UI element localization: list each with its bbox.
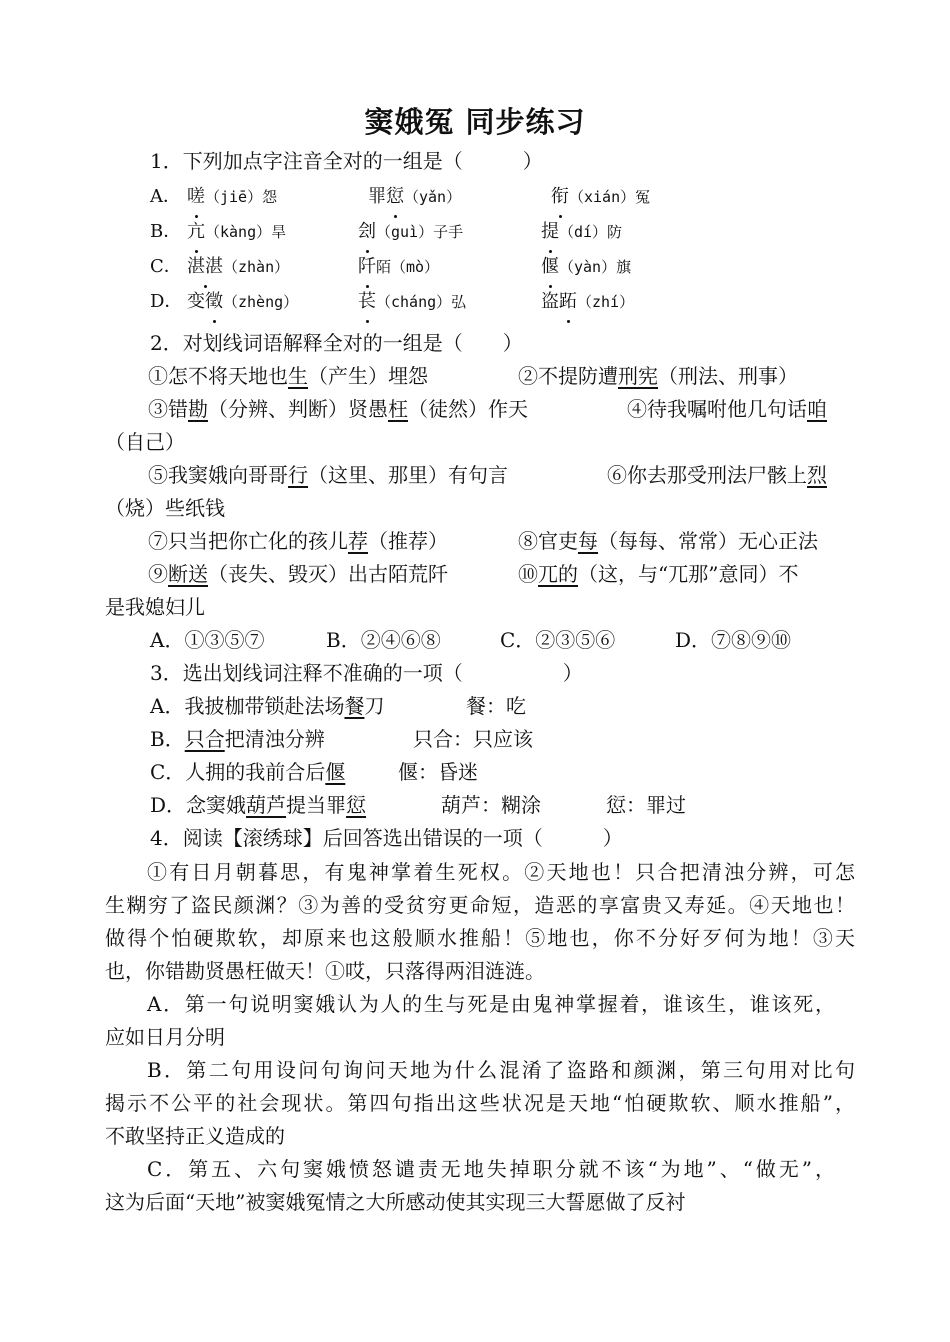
q4-stem: 4．阅读【滚绣球】后回答选出错误的一项（ ） <box>150 826 623 850</box>
q1-option-a-item2: 罪愆（yǎn） <box>368 183 461 211</box>
q2-line-6a: ⑦只当把你亡化的孩儿荐（推荐） <box>148 529 448 553</box>
q1-option-c-item3: 偃（yàn）旗 <box>541 253 631 281</box>
q1-option-label: B． <box>150 221 182 242</box>
q3-option-c-note: 偃：昏迷 <box>398 760 478 784</box>
q3-option-a-note: 餐：吃 <box>466 694 526 718</box>
q2-line-2a: ③错勘（分辨、判断）贤愚枉（徒然）作天 <box>148 397 528 421</box>
q1-option-label: A． <box>150 186 181 207</box>
q4-passage-line: 生糊穷了盗民颜渊？③为善的受贫穷更命短，造恶的享富贵又寿延。④天地也！ <box>105 893 855 917</box>
q1-stem: 1．下列加点字注音全对的一组是（ ） <box>150 149 543 173</box>
q3-option-d-note1: 葫芦：糊涂 <box>441 793 541 817</box>
q2-line-8: 是我媳妇儿 <box>105 595 205 619</box>
q2-line-1a: ①怎不将天地也生（产生）埋怨 <box>148 364 428 388</box>
q1-option-label: C． <box>150 256 182 277</box>
q3-option-a: A．我披枷带锁赴法场餐刀 <box>150 694 385 718</box>
q1-option-b-item1: 亢（kàng）旱 <box>187 218 286 246</box>
q4-passage-line: ①有日月朝暮思，有鬼神掌着生死权。②天地也！只合把清浊分辨，可怎 <box>147 860 855 884</box>
q2-line-2b: ④待我嘱咐他几句话咱 <box>627 397 827 421</box>
q4-option-a-line1: A．第一句说明窦娥认为人的生与死是由鬼神掌握着，谁该生，谁该死， <box>147 992 835 1016</box>
q2-option-c: C．②③⑤⑥ <box>500 628 616 652</box>
q4-passage-line: 也，你错勘贤愚枉做天！①哎，只落得两泪涟涟。 <box>105 959 545 983</box>
q2-line-4a: ⑤我窦娥向哥哥行（这里、那里）有句言 <box>148 463 508 487</box>
q2-line-6b: ⑧官吏每（每每、常常）无心正法 <box>518 529 818 553</box>
page-title: 窦娥冤 同步练习 <box>364 105 586 139</box>
q4-option-a-line2: 应如日月分明 <box>105 1025 225 1049</box>
q1-option-d-item2: 苌（cháng）弘 <box>358 288 466 316</box>
q1-option-a-item3: 衔（xián）冤 <box>551 183 650 211</box>
q4-option-b-line3: 不敢坚持正义造成的 <box>105 1124 285 1148</box>
q2-option-a: A．①③⑤⑦ <box>150 628 265 652</box>
q2-stem: 2．对划线词语解释全对的一组是（ ） <box>150 331 523 355</box>
q1-option-b-item2: 刽（guì）子手 <box>358 218 463 246</box>
q2-option-b: B．②④⑥⑧ <box>326 628 441 652</box>
q2-line-7b: ⑩兀的（这，与“兀那”意同）不 <box>518 562 799 586</box>
q1-option-c-item2: 阡陌（mò） <box>358 253 439 281</box>
q1-option-d-item3: 盗跖（zhí） <box>541 288 634 316</box>
q4-option-c-line1: C．第五、六句窦娥愤怒谴责无地失掉职分就不该“为地”、“做无”， <box>147 1157 835 1181</box>
q2-line-1b: ②不提防遭刑宪（刑法、刑事） <box>518 364 798 388</box>
q2-line-4b: ⑥你去那受刑法尸骸上烈 <box>607 463 827 487</box>
q2-line-3: （自己） <box>105 430 185 454</box>
q2-line-7a: ⑨断送（丧失、毁灭）出古陌荒阡 <box>148 562 448 586</box>
q4-passage-line: 做得个怕硬欺软，却原来也这般顺水推船！⑤地也，你不分好歹何为地！③天 <box>105 926 855 950</box>
q3-option-b-note: 只合：只应该 <box>413 727 533 751</box>
q4-option-c-line2: 这为后面“天地”被窦娥冤情之大所感动使其实现三大誓愿做了反衬 <box>105 1190 686 1214</box>
q3-option-c: C．人拥的我前合后偃 <box>150 760 346 784</box>
q1-option-label: D． <box>150 291 183 312</box>
q3-option-d: D．念窦娥葫芦提当罪愆 <box>150 793 367 817</box>
q1-option-d-item1: 变徵（zhèng） <box>187 288 298 316</box>
q2-line-5: （烧）些纸钱 <box>105 496 225 520</box>
q3-stem: 3．选出划线词注释不准确的一项（ ） <box>150 661 583 685</box>
q2-option-d: D．⑦⑧⑨⑩ <box>675 628 792 652</box>
q4-option-b-line1: B．第二句用设问句询问天地为什么混淆了盗路和颜渊，第三句用对比句 <box>147 1058 855 1082</box>
q3-option-b: B．只合把清浊分辨 <box>150 727 325 751</box>
q4-option-b-line2: 揭示不公平的社会现状。第四句指出这些状况是天地“怕硬欺软、顺水推船”， <box>105 1091 855 1115</box>
q1-option-b-item3: 提（dí）防 <box>541 218 622 246</box>
q3-option-d-note2: 愆：罪过 <box>606 793 686 817</box>
q1-option-c-item1: 湛湛（zhàn） <box>187 253 289 281</box>
q1-option-a-item1: 嗟（jiē）怨 <box>187 183 277 211</box>
